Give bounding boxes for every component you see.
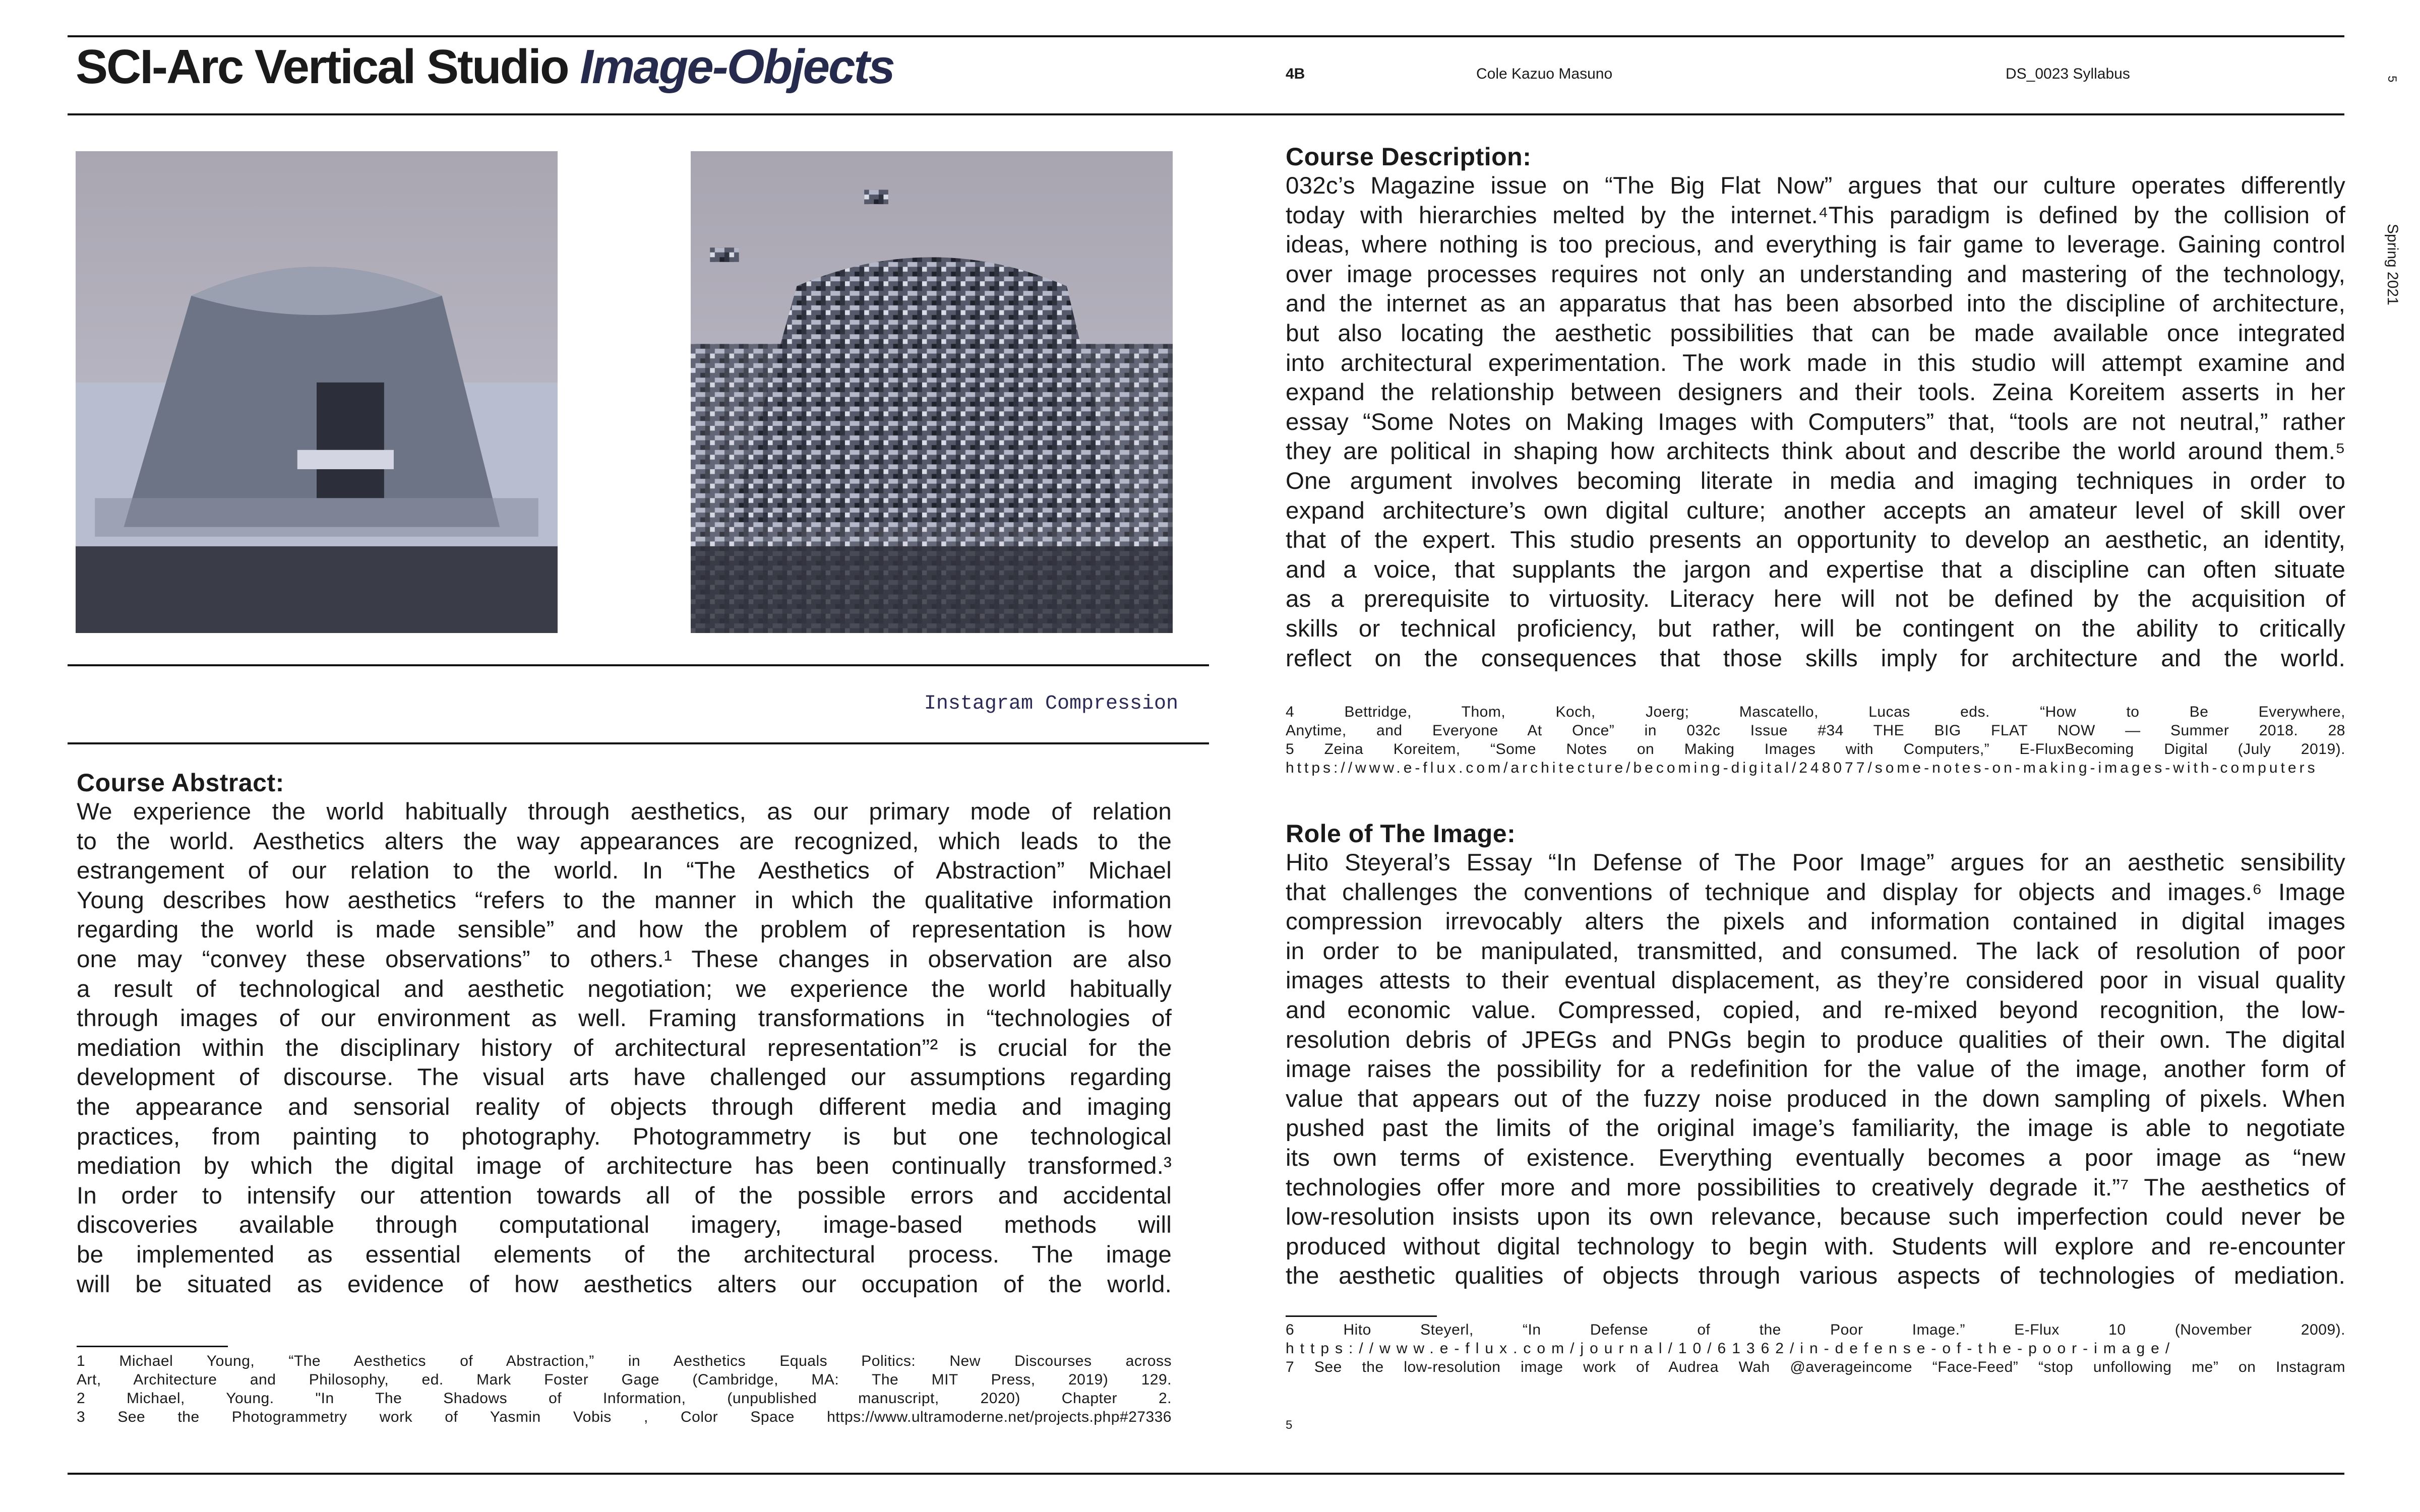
- footnote-line: 6 Hito Steyerl, “In Defense of the Poor Image.” E-Flux 10 (November 2009).: [1286, 1321, 2345, 1338]
- image-bottom-rule: [68, 664, 1209, 666]
- role-line: compression irrevocably alters the pixels and information contained in digital images: [1286, 908, 2345, 935]
- footnote-line: 2 Michael, Young. "In The Shadows of Information, (unpublished manuscript, 2020) Chapter 2.: [77, 1390, 1172, 1407]
- role-line: low-resolution insists upon its own relevance, because such imperfection could never be: [1286, 1204, 2345, 1231]
- abstract-line: regarding the world is made sensible” and how the problem of representation is how: [77, 916, 1172, 943]
- bottom-rule: [68, 1473, 2344, 1475]
- description-line: reflect on the consequences that those skills imply for architecture and the world.: [1286, 645, 2345, 672]
- abstract-line: through images of our environment as well. Framing transformations in “technologies of: [77, 1005, 1172, 1032]
- abstract-line: We experience the world habitually through aesthetics, as our primary mode of relation: [77, 798, 1172, 825]
- role-of-image: [1286, 819, 2345, 1291]
- role-line: value that appears out of the fuzzy noise produced in the down sampling of pixels. When: [1286, 1085, 2345, 1112]
- page-number-bottom: 5: [1286, 1418, 1293, 1432]
- page-number-top: 5: [2385, 76, 2399, 83]
- abstract-line: mediation by which the digital image of architecture has been continually transformed.³: [77, 1153, 1172, 1180]
- image-caption: Instagram Compression: [924, 692, 1178, 715]
- description-line: that of the expert. This studio presents an opportunity to develop an aesthetic, an identity,: [1286, 527, 2345, 554]
- abstract-line: discoveries available through computational imagery, image-based methods will: [77, 1212, 1172, 1239]
- footnote-line: 4 Bettridge, Thom, Koch, Joerg; Mascatello, Lucas eds. “How to Be Everywhere,: [1286, 704, 2345, 720]
- header-rule: [68, 113, 2344, 115]
- description-line: today with hierarchies melted by the internet.⁴This paradigm is defined by the collision of: [1286, 202, 2345, 229]
- description-line: expand architecture’s own digital culture; another accepts an amateur level of skill over: [1286, 497, 2345, 524]
- abstract-line: one may “convey these observations” to others.¹ These changes in observation are also: [77, 946, 1172, 973]
- role-line: in order to be manipulated, transmitted, and consumed. The lack of resolution of poor: [1286, 937, 2345, 965]
- abstract-line: practices, from painting to photography. Photogrammetry is but one technological: [77, 1123, 1172, 1150]
- role-line: resolution debris of JPEGs and PNGs begin to produce qualities of their own. The digital: [1286, 1026, 2345, 1053]
- role-line: pushed past the limits of the original image’s familiarity, the image is able to negotiate: [1286, 1115, 2345, 1142]
- role-line: technologies offer more and more possibilities to creatively degrade it.”⁷ The aesthetics of: [1286, 1174, 2345, 1201]
- page-title: [76, 39, 894, 95]
- abstract-line: a result of technological and aesthetic negotiation; we experience the world habitually: [77, 975, 1172, 1002]
- role-footnotes: [1286, 1320, 2345, 1376]
- abstract-line: development of discourse. The visual arts have challenged our assumptions regarding: [77, 1064, 1172, 1091]
- description-footnotes: [1286, 703, 2345, 777]
- abstract-line: will be situated as evidence of how aesthetics alters our occupation of the world.: [77, 1271, 1172, 1298]
- role-heading: Role of The Image:: [1286, 820, 1516, 848]
- description-line: but also locating the aesthetic possibilities that can be made available once integrated: [1286, 320, 2345, 347]
- semester-label: Spring 2021: [2384, 224, 2401, 305]
- role-line: the aesthetic qualities of objects through various aspects of technologies of mediation.: [1286, 1263, 2345, 1290]
- footnote-line: Anytime, and Everyone At Once” in 032c Issue #34 THE BIG FLAT NOW — Summer 2018. 28: [1286, 722, 2345, 739]
- image-compressed: [691, 151, 1173, 633]
- description-line: into architectural experimentation. The work made in this studio will attempt examine and: [1286, 349, 2345, 376]
- top-rule: [68, 35, 2344, 37]
- title-accent: Image-Objects: [580, 40, 894, 94]
- course-description: [1286, 142, 2345, 673]
- role-line: that challenges the conventions of technique and display for objects and images.⁶ Image: [1286, 878, 2345, 906]
- description-line: over image processes requires not only an understanding and mastering of the technology,: [1286, 261, 2345, 288]
- description-line: they are political in shaping how architects think about and describe the world around them.⁵: [1286, 438, 2345, 465]
- description-line: expand the relationship between designers and their tools. Zeina Koreitem asserts in her: [1286, 379, 2345, 406]
- description-line: as a prerequisite to virtuosity. Literacy here will not be defined by the acquisition of: [1286, 586, 2345, 613]
- role-line: images attests to their eventual displacement, as they’re considered poor in visual quality: [1286, 967, 2345, 994]
- caption-rule: [68, 742, 1209, 744]
- description-line: ideas, where nothing is too precious, and everything is fair game to leverage. Gaining control: [1286, 231, 2345, 259]
- description-line: skills or technical proficiency, but rather, will be contingent on the ability to critically: [1286, 615, 2345, 642]
- title-main: SCI-Arc Vertical Studio: [76, 40, 568, 94]
- description-line: One argument involves becoming literate in media and imaging techniques in order to: [1286, 467, 2345, 494]
- role-line: Hito Steyeral’s Essay “In Defense of The Poor Image” argues for an aesthetic sensibility: [1286, 849, 2345, 876]
- role-line: image raises the possibility for a redefinition for the value of the image, another form of: [1286, 1056, 2345, 1083]
- description-line: essay “Some Notes on Making Images with Computers” that, “tools are not neutral,” rather: [1286, 408, 2345, 435]
- description-heading: Course Description:: [1286, 143, 1532, 171]
- role-footnote-rule: [1286, 1315, 1437, 1317]
- author-name: Cole Kazuo Masuno: [1476, 66, 1613, 82]
- footnote-line: Art, Architecture and Philosophy, ed. Mark Foster Gage (Cambridge, MA: The MIT Press, 2019) 129.: [77, 1371, 1172, 1388]
- role-line: its own terms of existence. Everything eventually becomes a poor image as “new: [1286, 1144, 2345, 1171]
- course-code: DS_0023 Syllabus: [2006, 66, 2130, 82]
- abstract-line: In order to intensify our attention towards all of the possible errors and accidental: [77, 1182, 1172, 1209]
- abstract-line: be implemented as essential elements of the architectural process. The image: [77, 1241, 1172, 1268]
- abstract-footnote-rule: [77, 1346, 228, 1347]
- footnote-line: 3 See the Photogrammetry work of Yasmin Vobis , Color Space https://www.ultramoderne.net/projects.php#27336: [77, 1409, 1172, 1425]
- description-line: 032c’s Magazine issue on “The Big Flat Now” argues that our culture operates differently: [1286, 172, 2345, 199]
- description-line: and a voice, that supplants the jargon and expertise that a discipline can often situate: [1286, 556, 2345, 583]
- abstract-heading: Course Abstract:: [77, 769, 284, 797]
- abstract-footnotes: [77, 1352, 1172, 1426]
- abstract-line: the appearance and sensorial reality of objects through different media and imaging: [77, 1093, 1172, 1120]
- abstract-line: Young describes how aesthetics “refers to the manner in which the qualitative information: [77, 887, 1172, 914]
- section-number: 4B: [1286, 66, 1305, 82]
- footnote-line: https://www.e-flux.com/architecture/becoming-digital/248077/some-notes-on-making-images-with-computers: [1286, 760, 2318, 776]
- role-line: and economic value. Compressed, copied, and re-mixed beyond recognition, the low-: [1286, 996, 2345, 1024]
- footnote-line: 1 Michael Young, “The Aesthetics of Abstraction,” in Aesthetics Equals Politics: New Discourses across: [77, 1353, 1172, 1369]
- role-line: produced without digital technology to begin with. Students will explore and re-encounter: [1286, 1233, 2345, 1260]
- footnote-line: https://www.e-flux.com/journal/10/61362/in-defense-of-the-poor-image/: [1286, 1340, 2176, 1357]
- description-line: and the internet as an apparatus that has been absorbed into the discipline of architecture,: [1286, 290, 2345, 318]
- footnote-line: 5 Zeina Koreitem, “Some Notes on Making Images with Computers,” E-FluxBecoming Digital (July 2019).: [1286, 741, 2345, 758]
- description-body: [1286, 171, 2345, 673]
- course-abstract: [77, 768, 1172, 1299]
- footnote-line: 7 See the low-resolution image work of Audrea Wah @averageincome “Face-Feed” “stop unfollowing me” on Instagram: [1286, 1359, 2345, 1375]
- image-original: [76, 151, 558, 633]
- abstract-line: estrangement of our relation to the world. In “The Aesthetics of Abstraction” Michael: [77, 857, 1172, 885]
- abstract-line: mediation within the disciplinary history of architectural representation”² is crucial for the: [77, 1034, 1172, 1061]
- abstract-line: to the world. Aesthetics alters the way appearances are recognized, which leads to the: [77, 828, 1172, 855]
- abstract-body: [77, 797, 1172, 1299]
- role-body: [1286, 848, 2345, 1291]
